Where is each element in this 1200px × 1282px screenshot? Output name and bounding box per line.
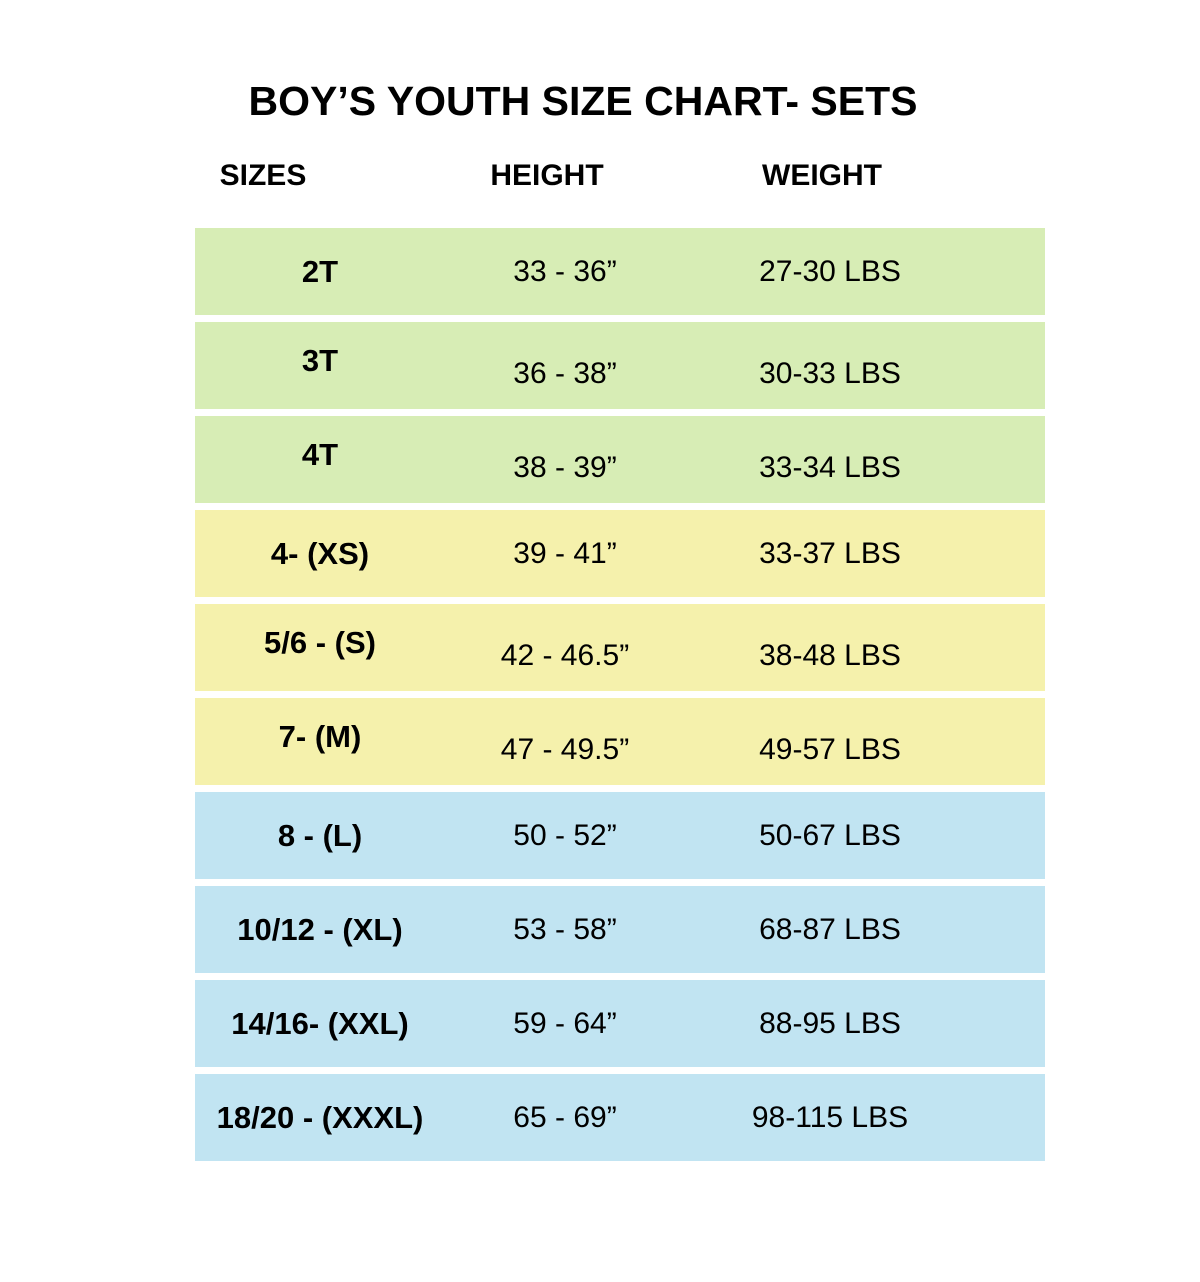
column-header-weight: WEIGHT xyxy=(762,159,882,192)
weight-cell: 30-33 LBS xyxy=(759,356,901,390)
table-row xyxy=(195,886,1045,973)
table-row xyxy=(195,792,1045,879)
table-row xyxy=(195,1074,1045,1161)
size-chart-sheet xyxy=(195,0,1045,1161)
size-cell: 5/6 - (S) xyxy=(264,624,376,660)
size-cell: 14/16- (XXL) xyxy=(231,1005,409,1041)
weight-cell: 27-30 LBS xyxy=(759,254,901,288)
height-cell: 50 - 52” xyxy=(513,818,617,852)
height-cell: 42 - 46.5” xyxy=(500,638,630,672)
height-cell: 39 - 41” xyxy=(513,536,617,570)
weight-cell: 50-67 LBS xyxy=(759,818,901,852)
height-cell: 65 - 69” xyxy=(513,1100,617,1134)
page-title: BOY’S YOUTH SIZE CHART- SETS xyxy=(248,78,918,124)
column-header-height: HEIGHT xyxy=(490,159,604,192)
table-row xyxy=(195,980,1045,1067)
weight-cell: 38-48 LBS xyxy=(759,638,901,672)
table-row xyxy=(195,416,1045,503)
size-table xyxy=(195,228,1045,1161)
table-row xyxy=(195,604,1045,691)
height-cell: 53 - 58” xyxy=(513,912,617,946)
size-cell: 7- (M) xyxy=(278,718,362,754)
weight-cell: 68-87 LBS xyxy=(759,912,901,946)
weight-cell: 33-34 LBS xyxy=(759,450,901,484)
weight-cell: 49-57 LBS xyxy=(759,732,901,766)
height-cell: 59 - 64” xyxy=(513,1006,617,1040)
table-row xyxy=(195,510,1045,597)
height-cell: 47 - 49.5” xyxy=(500,732,630,766)
column-header-sizes: SIZES xyxy=(219,159,307,192)
size-cell: 10/12 - (XL) xyxy=(237,911,403,947)
table-row xyxy=(195,698,1045,785)
height-cell: 33 - 36” xyxy=(513,254,617,288)
height-cell: 36 - 38” xyxy=(513,356,617,390)
weight-cell: 33-37 LBS xyxy=(759,536,901,570)
size-cell: 2T xyxy=(301,253,339,289)
height-cell: 38 - 39” xyxy=(513,450,617,484)
size-cell: 4T xyxy=(301,436,339,472)
size-cell: 8 - (L) xyxy=(277,817,363,853)
size-cell: 18/20 - (XXXL) xyxy=(216,1099,424,1135)
size-cell: 4- (XS) xyxy=(270,535,370,571)
table-row xyxy=(195,322,1045,409)
weight-cell: 98-115 LBS xyxy=(751,1100,909,1134)
size-cell: 3T xyxy=(301,342,339,378)
weight-cell: 88-95 LBS xyxy=(759,1006,901,1040)
table-row xyxy=(195,228,1045,315)
column-header-row xyxy=(195,154,1045,198)
